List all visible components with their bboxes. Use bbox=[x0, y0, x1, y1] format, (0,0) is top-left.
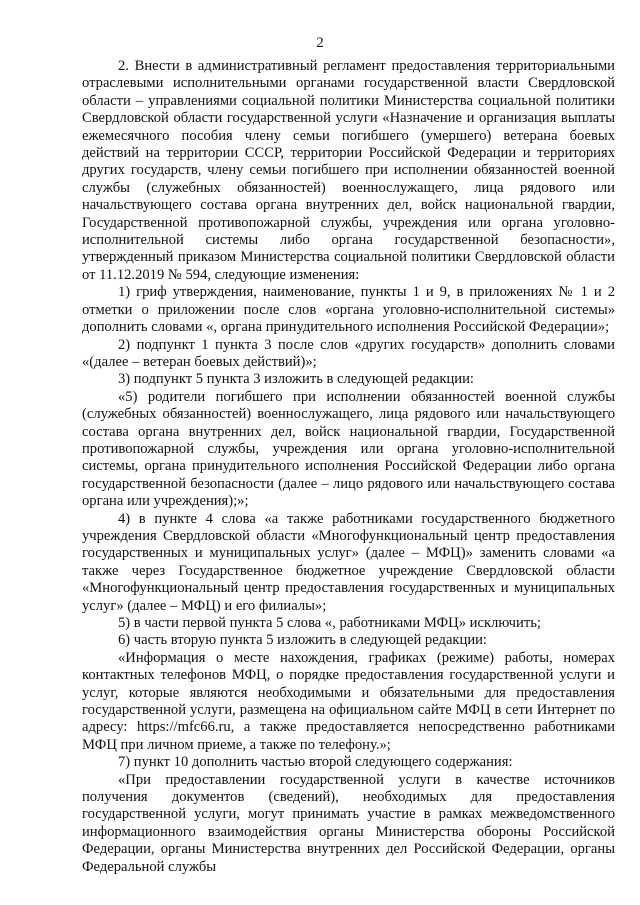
paragraph-item-2: 2) подпункт 1 пункта 3 после слов «других государств» дополнить словами «(далее – ветеран боевых действий)»; bbox=[82, 336, 615, 370]
paragraph-item-1: 1) гриф утверждения, наименование, пункты 1 и 9, в приложениях № 1 и 2 отметки о приложении после слов «органа уголовно-исполнительной системы» дополнить словами «, органа принудительного исполнения Российской Федерации»; bbox=[82, 284, 615, 336]
page-number: 2 bbox=[316, 35, 324, 51]
paragraph-item-3: 3) подпункт 5 пункта 3 изложить в следующей редакции: bbox=[118, 371, 474, 388]
document-body bbox=[82, 58, 615, 876]
paragraph-item-4: 4) в пункте 4 слова «а также работниками государственного бюджетного учреждения Свердловской области «Многофункциональный центр предоставления государственных и муниципальных услуг» (далее – МФЦ)» заменить словами «а также через Государственное бюджетное учреждение Свердловской области «Многофункциональный центр предоставления государственных и муниципальных услуг» (далее – МФЦ) и его филиалы»; bbox=[82, 510, 615, 614]
paragraph-item-5: 5) в части первой пункта 5 слова «, работниками МФЦ» исключить; bbox=[118, 615, 541, 631]
paragraph-item-6-quote: «Информация о месте нахождения, графиках (режиме) работы, номерах контактных телефонов МФЦ, о порядке предоставления государственной услуги и услуг, которые являются необходимыми и обязательными для предоставления государственной услуги, размещена на официальном сайте МФЦ в сети Интернет по адресу: https://mfc66.ru, а также предоставляется непосредственно работниками МФЦ при личном приеме, а также по телефону.»; bbox=[82, 649, 615, 753]
paragraph-item-6: 6) часть вторую пункта 5 изложить в следующей редакции: bbox=[118, 632, 487, 649]
paragraph-item-7-quote: «При предоставлении государственной услуги в качестве источников получения документов (сведений), необходимых для предоставления государственной услуги, могут принимать участие в рамках межведомственного информационного взаимодействия органы Министерства обороны Российской Федерации, органы Министерства внутренних дел Российской Федерации, органы Федеральной службы bbox=[82, 771, 615, 875]
paragraph-amendment-intro: 2. Внести в административный регламент предоставления территориальными отраслевыми исполнительными органами государственной власти Свердловской области – управлениями социальной политики Министерства социальной политики Свердловской области государственной услуги «Назначение и организация выплаты ежемесячного пособия члену семьи погибшего (умершего) ветерана боевых действий на территории СССР, территории Российской Федерации и территориях других государств, члену семьи погибшего при исполнении обязанностей военной службы (служебных обязанностей) военнослужащего, лица рядового или начальствующего состава органа внутренних дел, войск национальной гвардии, Государственной противопожарной службы, учреждения или органа уголовно-исполнительной системы либо органа государственной безопасности», утвержденный приказом Министерства социальной политики Свердловской области от 11.12.2019 № 594, следующие изменения: bbox=[82, 58, 615, 283]
paragraph-item-3-quote: «5) родители погибшего при исполнении обязанностей военной службы (служебных обязанностей) военнослужащего, лица рядового или начальствующего состава органа внутренних дел, войск национальной гвардии, Государственной противопожарной службы, учреждения или органа уголовно-исполнительной системы, органа принудительного исполнения Российской Федерации либо органа государственной безопасности (далее – лицо рядового или начальствующего состава органа или учреждения);»; bbox=[82, 388, 615, 510]
paragraph-item-7: 7) пункт 10 дополнить частью второй следующего содержания: bbox=[118, 754, 513, 771]
